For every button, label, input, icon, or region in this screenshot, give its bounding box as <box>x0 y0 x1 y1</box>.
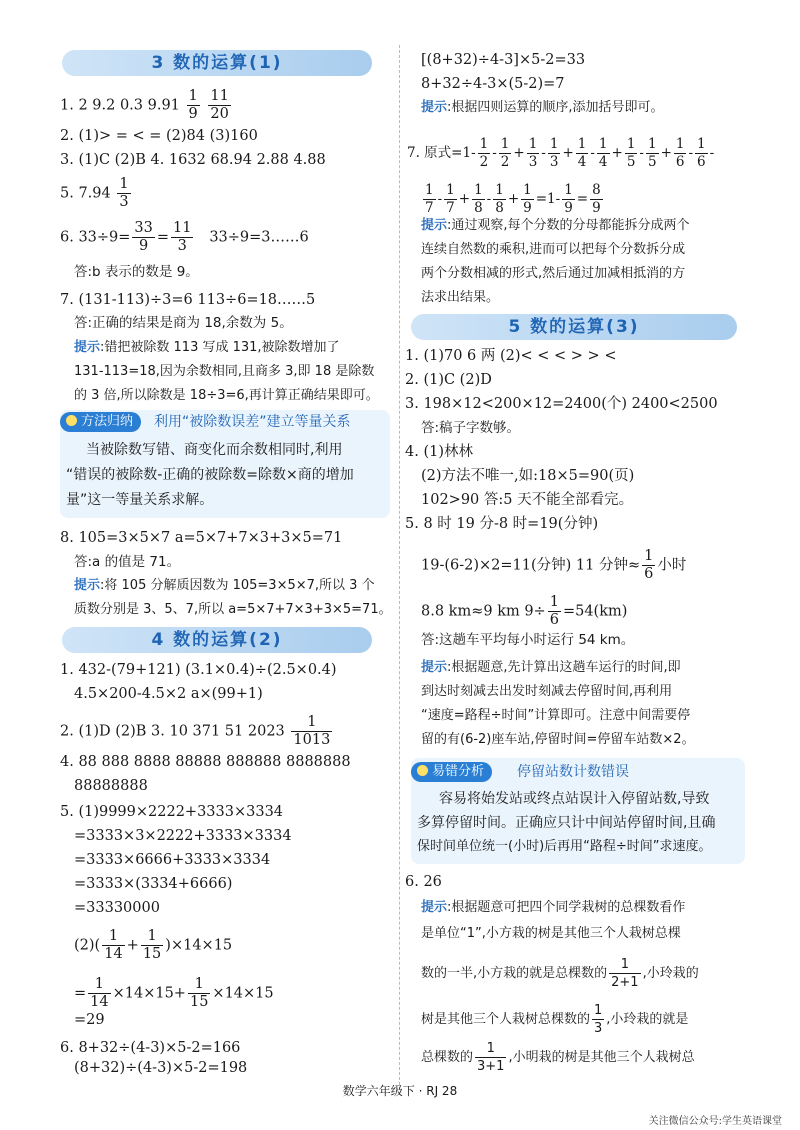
s4-q6-line-1: 6. 8+32÷(4-3)×5-2=166 <box>60 1040 241 1056</box>
error-analysis-tag: 易错分析 <box>411 762 492 782</box>
fraction: $\frac{1}{1013}$ <box>293 714 331 748</box>
s5-q1: 1. (1)70 6 两 (2)< < < > > < <box>405 348 617 364</box>
s3-q2: 2. (1)> = < = (2)84 (3)160 <box>60 128 258 144</box>
fraction: $\frac{1}{4}$ <box>577 136 587 170</box>
error-analysis-title: 停留站数计数错误 <box>517 764 629 780</box>
s5-q5-hint-2: 到达时刻减去出发时刻减去停留时间,再利用 <box>421 684 673 699</box>
method-summary-title: 利用“被除数误差”建立等量关系 <box>154 414 351 430</box>
s4-q5-line-4: =3333×(3334+6666) <box>74 876 233 892</box>
s3-q7-hint-3: 的 3 倍,所以除数是 18÷3=6,再计算正确结果即可。 <box>74 388 379 403</box>
fraction: $\frac{1}{14}$ <box>104 928 123 962</box>
fraction: $\frac{8}{9}$ <box>592 182 601 216</box>
fraction: $\frac{1}{9}$ <box>564 182 573 216</box>
fraction: $\frac{1}{5}$ <box>647 136 657 170</box>
lightbulb-icon <box>66 415 77 426</box>
fraction: $\frac{1}{2+1}$ <box>611 957 639 990</box>
s4-q7-hint-1: 提示:通过观察,每个分数的分母都能拆分成两个 <box>421 218 690 233</box>
s4-q5-result: =29 <box>74 1012 105 1028</box>
s3-q8-hint-2: 质数分别是 3、5、7,所以 a=5×7+7×3+3×5=71。 <box>74 602 392 617</box>
fraction: $\frac{1}{14}$ <box>90 976 109 1010</box>
fraction: $\frac{1}{2}$ <box>479 136 489 170</box>
q7-fraction-row-1: $\frac{1}{2}$ - $\frac{1}{2}$ + $\frac{1}{3}$ - $\frac{1}{3}$ + $\frac{1}{4}$ - $\frac{1}{4}$ + $\frac{1}{5}$ - $\frac{1}{5}$ + $\frac{1}{6}$ - $\frac{1}{6}$ - <box>479 136 715 170</box>
s4-q1-line-2: 4.5×200-4.5×2 a×(99+1) <box>74 686 263 702</box>
fraction: $\frac{1}{6}$ <box>697 136 706 170</box>
s3-q1-text: 1. 2 9.2 0.3 9.91 <box>60 97 180 114</box>
section-4-header: 4 数的运算(2) <box>62 627 372 653</box>
fraction: $\frac{1}{4}$ <box>598 136 608 170</box>
fraction: $\frac{1}{15}$ <box>189 976 209 1010</box>
s4-q1-line-1: 1. 432-(79+121) (3.1×0.4)÷(2.5×0.4) <box>60 662 337 678</box>
s4-q6-line-2: (8+32)÷(4-3)×5-2=198 <box>74 1060 248 1076</box>
s3-q6: 6. 33÷9= $\frac{33}{9}$ = $\frac{11}{3}$ 33÷9=3……6 <box>60 220 309 254</box>
fraction: $\frac{1}{6}$ <box>549 594 559 628</box>
fraction: $\frac{11}{20}$ <box>210 88 229 122</box>
lightbulb-icon <box>417 765 428 776</box>
method-summary-line-2: “错误的被除数-正确的被除数=除数×商的增加 <box>66 467 354 483</box>
s5-q5-hint-1: 提示:根据题意,先计算出这趟车运行的时间,即 <box>421 660 681 675</box>
s5-q5-line-2: 19-(6-2)×2=11(分钟) 11 分钟≈ $\frac{1}{6}$ 小时 <box>421 548 687 582</box>
s5-q4-line-1: 4. (1)林林 <box>405 444 473 460</box>
s4-q6-line-4: 8+32÷4-3×(5-2)=7 <box>421 76 565 92</box>
s3-q7-hint-1: 提示:错把被除数 113 写成 131,被除数增加了 <box>74 340 340 355</box>
fraction: $\frac{1}{7}$ <box>446 182 455 216</box>
s4-q7-hint-4: 法求出结果。 <box>421 290 500 305</box>
method-summary-tag: 方法归纳 <box>60 412 141 432</box>
s3-q8-answer: 答:a 的值是 71。 <box>74 554 181 570</box>
fraction: $\frac{1}{7}$ <box>425 182 434 216</box>
s4-q5-line-1: 5. (1)9999×2222+3333×3334 <box>60 804 284 820</box>
fraction: $\frac{1}{5}$ <box>626 136 636 170</box>
s5-q6-hint-2: 是单位“1”,小方栽的树是其他三个人栽树总棵 <box>421 926 681 941</box>
s5-q2: 2. (1)C (2)D <box>405 372 492 388</box>
fraction: $\frac{1}{6}$ <box>644 548 654 582</box>
column-divider <box>399 45 400 1095</box>
s3-q7-answer: 答:正确的结果是商为 18,余数为 5。 <box>74 315 293 331</box>
page-footer: 数学六年级下 · RJ 28 <box>342 1084 458 1098</box>
s4-q4-line-2: 88888888 <box>74 778 148 794</box>
s4-q5-line-3: =3333×6666+3333×3334 <box>74 852 271 868</box>
s4-q7-line-2: $\frac{1}{7}$ - $\frac{1}{7}$ + $\frac{1}{8}$ - $\frac{1}{8}$ + $\frac{1}{9}$ =1- $\frac{1}{9}$ = $\frac{8}{9}$ <box>421 182 605 217</box>
s4-q5-line-5: =33330000 <box>74 900 160 916</box>
s5-q6-hint-5: 总棵数的 $\frac{1}{3+1}$ ,小明栽的树是其他三个人栽树总 <box>421 1041 695 1074</box>
s3-q8-hint-1: 提示:将 105 分解质因数为 105=3×5×7,所以 3 个 <box>74 578 375 593</box>
fraction: $\frac{1}{9}$ <box>188 88 198 122</box>
fraction: $\frac{1}{9}$ <box>523 182 532 216</box>
s3-q7: 7. (131-113)÷3=6 113÷6=18……5 <box>60 292 316 308</box>
method-summary-line-3: 量”这一等量关系求解。 <box>66 492 214 508</box>
s5-q4-line-2: (2)方法不唯一,如:18×5=90(页) <box>421 468 635 484</box>
s5-q6-hint-1: 提示:根据题意可把四个同学栽树的总棵数看作 <box>421 900 686 915</box>
error-analysis-line-2: 多算停留时间。正确应只计中间站停留时间,且确 <box>417 815 716 831</box>
s4-q7-hint-2: 连续自然数的乘积,进而可以把每个分数拆分成 <box>421 242 686 257</box>
fraction: $\frac{1}{3}$ <box>528 136 538 170</box>
fraction: $\frac{1}{3}$ <box>119 176 129 210</box>
fraction: $\frac{1}{8}$ <box>495 182 504 216</box>
s4-q7-hint-3: 两个分数相减的形式,然后通过加减相抵消的方 <box>421 266 686 281</box>
fraction: $\frac{33}{9}$ <box>134 220 153 254</box>
s5-q3-answer: 答:稿子字数够。 <box>421 420 521 436</box>
s3-q1 <box>60 88 233 123</box>
watermark: 关注微信公众号:学生英语课堂 <box>648 1116 782 1127</box>
s4-q5-part2-step: = $\frac{1}{14}$ ×14×15+ $\frac{1}{15}$ ×14×15 <box>74 976 274 1010</box>
q7-fraction-row-2: $\frac{1}{7}$ - $\frac{1}{7}$ + $\frac{1}{8}$ - $\frac{1}{8}$ + $\frac{1}{9}$ <box>425 182 532 216</box>
error-analysis-line-1: 容易将始发站或终点站误计入停留站数,导致 <box>439 791 710 807</box>
s4-q6-line-3: [(8+32)÷4-3]×5-2=33 <box>421 52 586 68</box>
fraction: $\frac{11}{3}$ <box>173 220 192 254</box>
s5-q5-line-3: 8.8 km≈9 km 9÷ $\frac{1}{6}$ =54(km) <box>421 594 628 628</box>
method-summary-line-1: 当被除数写错、商变化而余数相同时,利用 <box>86 442 343 458</box>
section-3-header: 3 数的运算(1) <box>62 50 372 76</box>
s4-q2-q3: 2. (1)D (2)B 3. 10 371 51 2023 $\frac{1}{1013}$ <box>60 714 331 748</box>
section-5-header: 5 数的运算(3) <box>411 314 737 340</box>
s4-q5-line-2: =3333×3×2222+3333×3334 <box>74 828 292 844</box>
s5-q6-hint-4: 树是其他三个人栽树总棵数的 $\frac{1}{3}$ ,小玲栽的就是 <box>421 1003 689 1036</box>
fraction: $\frac{1}{3}$ <box>594 1003 603 1036</box>
s5-q3: 3. 198×12<200×12=2400(个) 2400<2500 <box>405 396 718 412</box>
s5-q6: 6. 26 <box>405 874 442 890</box>
fraction: $\frac{1}{2}$ <box>500 136 510 170</box>
fraction: $\frac{1}{15}$ <box>142 928 162 962</box>
s5-q5-hint-3: “速度=路程÷时间”计算即可。注意中间需要停 <box>421 708 691 723</box>
s5-q6-hint-3: 数的一半,小方栽的就是总棵数的 $\frac{1}{2+1}$ ,小玲栽的 <box>421 957 699 990</box>
s4-q4-line-1: 4. 88 888 8888 88888 888888 8888888 <box>60 754 351 770</box>
fraction: $\frac{1}{8}$ <box>474 182 483 216</box>
s5-q4-line-3: 102>90 答:5 天不能全部看完。 <box>421 492 634 508</box>
s4-q6-hint: 提示:根据四则运算的顺序,添加括号即可。 <box>421 100 664 115</box>
s3-q7-hint-2: 131-113=18,因为余数相同,且商多 3,即 18 是除数 <box>74 364 375 379</box>
s3-q3-q4: 3. (1)C (2)B 4. 1632 68.94 2.88 4.88 <box>60 152 326 168</box>
s4-q7-line-1: 7. 原式=1- $\frac{1}{2}$ - $\frac{1}{2}$ + $\frac{1}{3}$ - $\frac{1}{3}$ + $\frac{1}{4}$ - $\frac{1}{4}$ + $\frac{1}{5}$ - $\frac{1}{5}$ + $\frac{1}{6}$ - $\frac{1}{6}$ - <box>407 136 715 170</box>
s5-q5-hint-4: 留的有(6-2)座车站,停留时间=停留车站数×2。 <box>421 732 695 747</box>
s3-q6-answer: 答:b 表示的数是 9。 <box>74 264 199 280</box>
fraction: $\frac{1}{3}$ <box>549 136 559 170</box>
s5-q5-answer: 答:这趟车平均每小时运行 54 km。 <box>421 632 635 648</box>
fraction: $\frac{1}{6}$ <box>675 136 685 170</box>
fraction: $\frac{1}{3+1}$ <box>477 1041 505 1074</box>
s5-q5-line-1: 5. 8 时 19 分-8 时=19(分钟) <box>405 516 599 532</box>
s3-q5: 5. 7.94 $\frac{1}{3}$ <box>60 176 129 210</box>
s4-q5-part2: (2)( $\frac{1}{14}$ + $\frac{1}{15}$ )×14×15 <box>74 928 233 962</box>
s3-q8: 8. 105=3×5×7 a=5×7+7×3+3×5=71 <box>60 530 343 546</box>
error-analysis-line-3: 保时间单位统一(小时)后再用“路程÷时间”求速度。 <box>417 839 712 854</box>
